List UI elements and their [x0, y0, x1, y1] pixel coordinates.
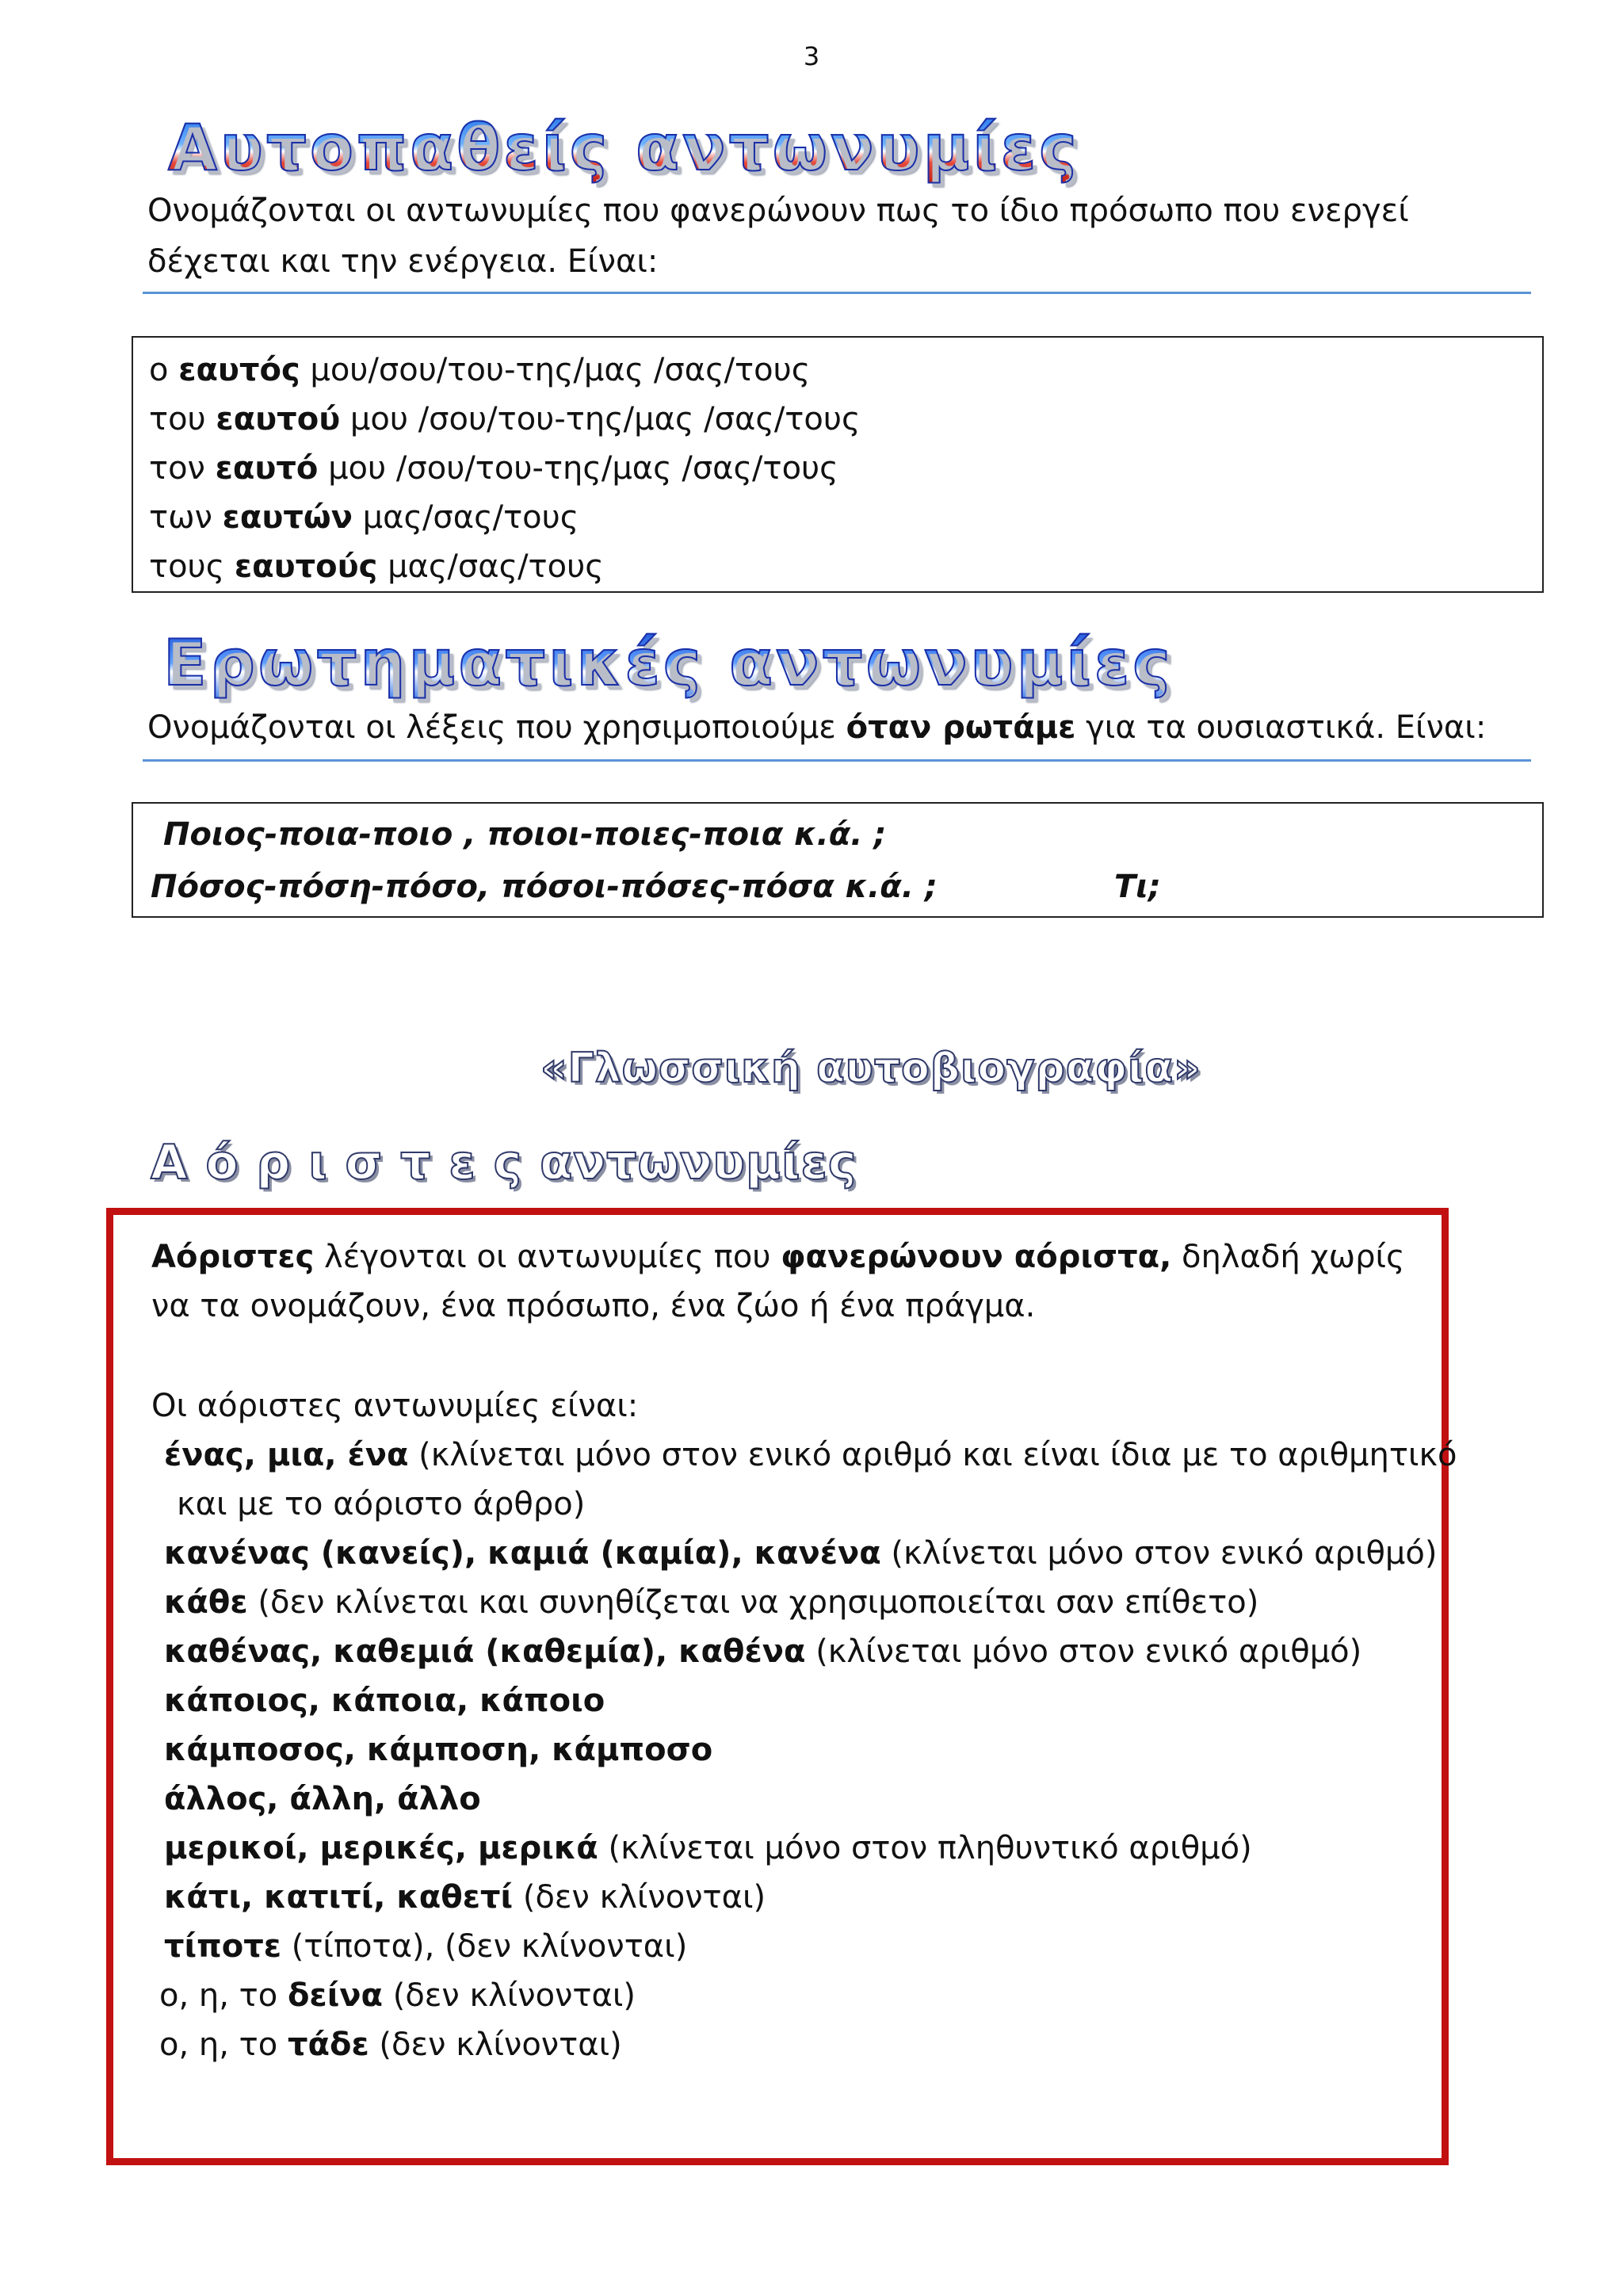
section-title: «Γλωσσική αυτοβιογραφία» — [540, 1045, 1201, 1092]
indefinite-item: κάμποσος, κάμποση, κάμποσο — [164, 1732, 713, 1768]
indefinite-item: κάθε (δεν κλίνεται και συνηθίζεται να χρησιμοποιείται σαν επίθετο) — [164, 1584, 1259, 1621]
indefinite-item-deina: ο, η, το δείνα (δεν κλίνονται) — [159, 1977, 636, 2014]
reflexive-heading: Αυτοπαθείς αντωνυμίες — [168, 111, 1080, 185]
indefinite-item: κάποιος, κάποια, κάποιο — [164, 1683, 605, 1719]
interrogative-divider — [143, 759, 1531, 762]
indefinite-box — [106, 1208, 1457, 2165]
indefinite-item-tade: ο, η, το τάδε (δεν κλίνονται) — [159, 2027, 622, 2063]
indefinite-item: τίποτε (τίποτα), (δεν κλίνονται) — [164, 1928, 688, 1965]
reflexive-intro: Ονομάζονται οι αντωνυμίες που φανερώνουν πως το ίδιο πρόσωπο που ενεργεί δέχεται και την ενέργεια. Είναι: — [147, 193, 1409, 280]
reflexive-divider — [143, 292, 1531, 294]
page-number: 3 — [803, 41, 820, 71]
reflexive-row: του εαυτού μου /σου/του-της/μας /σας/τους — [149, 401, 861, 437]
indefinite-intro-2: να τα ονομάζουν, ένα πρόσωπο, ένα ζώο ή ένα πράγμα. — [151, 1288, 1036, 1324]
indefinite-intro-1: Αόριστες λέγονται οι αντωνυμίες που φανερώνουν αόριστα, δηλαδή χωρίς — [151, 1239, 1405, 1275]
indefinite-item: κανένας (κανείς), καμιά (καμία), κανένα (κλίνεται μόνο στον ενικό αριθμό) — [164, 1535, 1438, 1572]
indefinite-item: και με το αόριστο άρθρο) — [177, 1486, 586, 1522]
interrogative-line-1: Ποιος-ποια-ποιο , ποιοι-ποιες-ποια κ.ά. ; — [163, 816, 887, 853]
reflexive-box — [132, 336, 1544, 593]
indefinite-item: ένας, μια, ένα (κλίνεται μόνο στον ενικό αριθμό και είναι ίδια με το αριθμητικό — [164, 1437, 1457, 1473]
interrogative-heading: Ερωτηματικές αντωνυμίες — [163, 626, 1174, 700]
indefinite-heading: Α ό ρ ι σ τ ε ς αντωνυμίες — [151, 1135, 857, 1190]
indefinite-item: καθένας, καθεμιά (καθεμία), καθένα (κλίνεται μόνο στον ενικό αριθμό) — [164, 1633, 1362, 1670]
reflexive-row: των εαυτών μας/σας/τους — [149, 499, 579, 536]
indefinite-list-intro: Οι αόριστες αντωνυμίες είναι: — [151, 1388, 639, 1424]
interrogative-box — [132, 802, 1544, 918]
reflexive-row: ο εαυτός μου/σου/του-της/μας /σας/τους — [149, 352, 811, 388]
interrogative-intro: Ονομάζονται οι λέξεις που χρησιμοποιούμε όταν ρωτάμε για τα ουσιαστικά. Είναι: — [147, 709, 1487, 746]
indefinite-item: κάτι, κατιτί, καθετί (δεν κλίνονται) — [164, 1879, 766, 1916]
interrogative-line-2: Πόσος-πόση-πόσο, πόσοι-πόσες-πόσα κ.ά. ; — [151, 869, 938, 905]
reflexive-row: τον εαυτό μου /σου/του-της/μας /σας/τους — [149, 450, 838, 487]
reflexive-row: τους εαυτούς μας/σας/τους — [149, 548, 604, 585]
indefinite-item: μερικοί, μερικές, μερικά (κλίνεται μόνο στον πληθυντικό αριθμό) — [164, 1830, 1252, 1866]
indefinite-item: άλλος, άλλη, άλλο — [164, 1781, 481, 1817]
interrogative-line-2-right: Τι; — [1114, 869, 1161, 905]
